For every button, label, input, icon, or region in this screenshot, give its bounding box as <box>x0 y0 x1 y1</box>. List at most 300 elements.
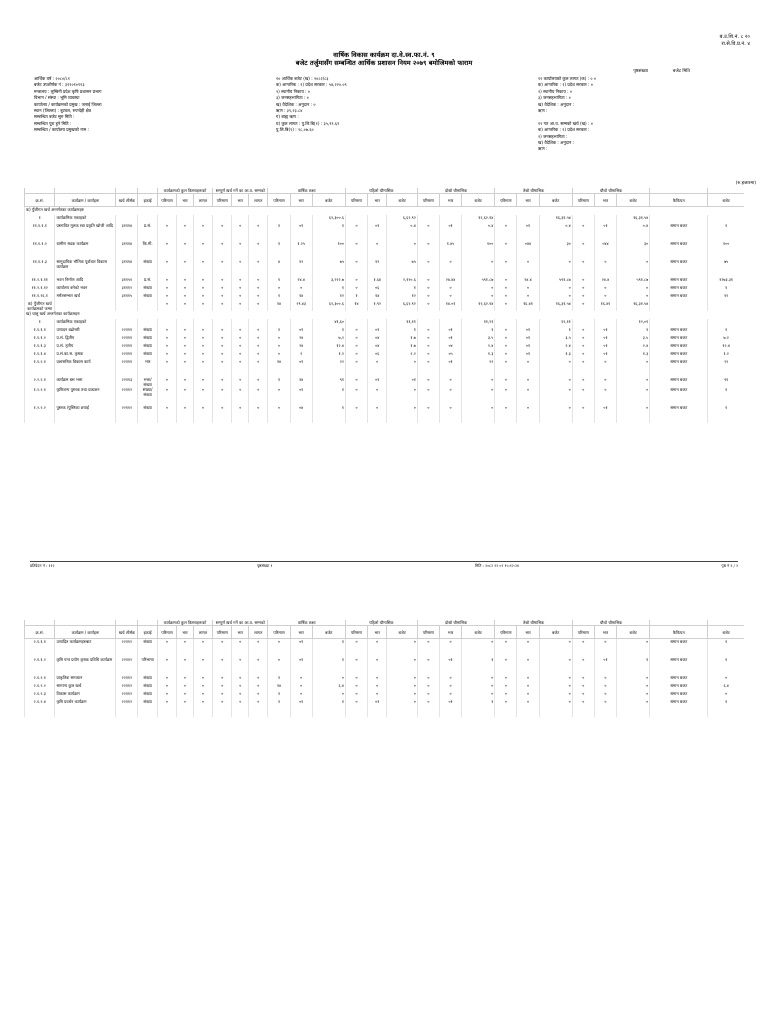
table-cell: ३.५ <box>617 335 650 343</box>
table-cell: १ <box>387 285 417 293</box>
table-cell: ० <box>572 387 594 405</box>
table-row <box>25 285 745 293</box>
table-cell: ० <box>417 277 439 285</box>
table-cell: ० <box>495 343 517 351</box>
table-cell: ० <box>312 675 345 683</box>
table-cell: ० <box>213 259 232 277</box>
table-cell: ० <box>193 277 212 285</box>
table-cell: समान बजट <box>650 285 708 293</box>
table-cell <box>116 301 138 311</box>
table-cell: ० <box>439 377 461 387</box>
table-cell: कार्यालय बनेको भवन <box>55 285 116 293</box>
table-cell: २.२.२.१ <box>25 377 55 387</box>
table-cell: १ <box>708 699 744 717</box>
table-cell <box>572 215 594 223</box>
header-left-line: स्थान (जिल्ला) : बुटवल, रुपन्देही क्षेत्र <box>34 108 91 114</box>
table-cell: समान बजट <box>650 351 708 359</box>
table-cell: ३० <box>539 241 572 259</box>
table-cell: सामान्य कुल खर्च <box>55 683 116 691</box>
table-cell: समान बजट <box>650 327 708 335</box>
table-cell: ० <box>157 377 176 387</box>
column-header: परिमाण <box>157 194 176 207</box>
table-cell: ० <box>439 387 461 405</box>
column-group-header: चौथो चौमासिक <box>572 620 649 626</box>
table-cell: संख्या <box>138 327 157 335</box>
table-cell <box>193 215 212 223</box>
table-cell: ० <box>232 377 249 387</box>
table-cell: २२१११ <box>116 335 138 343</box>
table-cell: समान बजट <box>650 277 708 285</box>
table-cell: ११.१.१.१ <box>25 223 55 241</box>
column-header: बजेट <box>462 194 495 207</box>
table-cell: ० <box>232 241 249 259</box>
header-left-line: कार्यालय / कार्यक्रमको प्रमुख : जनाई जिल्ला <box>34 101 102 107</box>
table-cell: ० <box>495 683 517 691</box>
table-cell: २.२ <box>387 351 417 359</box>
table-cell: ११,११ <box>387 319 417 327</box>
header-left-line: विभाग / संस्था : भूमि व्यवस्था <box>34 95 80 101</box>
header-left-line: सम्बन्धित / कार्यालय प्रमुखको नाम : <box>34 127 89 133</box>
table-cell: ० <box>345 387 367 405</box>
table-cell: ० <box>495 699 517 717</box>
table-cell <box>439 215 461 223</box>
column-header: भार <box>232 194 249 207</box>
table-cell: ० <box>157 259 176 277</box>
table-cell <box>517 319 539 327</box>
table-cell: १२७३.३१ <box>708 277 744 285</box>
table-cell: १ <box>268 699 290 717</box>
table-cell: ० <box>517 639 539 658</box>
section-row <box>25 207 745 216</box>
table-cell: ० <box>539 259 572 277</box>
column-header: बजेट <box>708 194 744 207</box>
column-header: भार <box>439 194 461 207</box>
table-cell: १०० <box>708 241 744 259</box>
column-header: बजेट <box>312 194 345 207</box>
table-cell: ० <box>708 691 744 699</box>
table-cell: १६,३१.५४ <box>539 301 572 311</box>
table-cell: ० <box>617 293 650 301</box>
table-cell: १.९२ <box>368 301 387 311</box>
header-right-line: ३) जनसहभागिता : ० <box>538 95 571 101</box>
table-cell: ० <box>345 691 367 699</box>
header-right-line: ऋण : <box>538 108 548 114</box>
table-cell: ० <box>517 359 539 377</box>
table-cell: १ <box>708 657 744 675</box>
table-cell: ० <box>387 699 417 717</box>
table-cell: समान बजट <box>650 675 708 683</box>
table-cell: १६,३१.५४ <box>539 215 572 223</box>
table-cell: १.३ <box>539 351 572 359</box>
table-cell: ०१ <box>368 327 387 335</box>
table-cell <box>650 319 708 327</box>
table-cell: ० <box>517 377 539 387</box>
table-cell: ० <box>193 293 212 301</box>
table-cell: ० <box>417 241 439 259</box>
header-right-line: २) स्थानीय निकाय : ० <box>538 88 573 94</box>
table-cell: ० <box>594 387 616 405</box>
table-cell: १ <box>312 639 345 658</box>
table-cell: ० <box>594 359 616 377</box>
table-cell: ० <box>213 335 232 343</box>
table-cell: ० <box>345 639 367 658</box>
table-cell: ०४४ <box>594 241 616 259</box>
table-cell: ०६ <box>368 285 387 293</box>
table-cell: १.६४ <box>368 277 387 285</box>
column-header: परिमाण <box>157 626 176 639</box>
table-row <box>25 683 745 691</box>
table-cell: १ <box>312 657 345 675</box>
table-cell: ० <box>193 335 212 343</box>
table-cell: ९१ <box>312 377 345 387</box>
table-cell: ० <box>417 335 439 343</box>
table-cell: ०४ <box>290 405 312 423</box>
table-cell: ० <box>617 387 650 405</box>
column-header: लागत <box>249 194 268 207</box>
table-cell: ० <box>417 387 439 405</box>
table-cell: २.४ <box>462 343 495 351</box>
column-header: भार <box>232 626 249 639</box>
table-cell: १ <box>708 285 744 293</box>
column-header: बजेट <box>617 194 650 207</box>
header-mid-line: ग) बाह्य ऋण : <box>276 114 299 120</box>
table-cell: ० <box>495 277 517 285</box>
table-cell: समान बजट <box>650 293 708 301</box>
table-cell: ० <box>708 675 744 683</box>
header-mid-line: ऋण : ३९,२३.८४ <box>276 108 303 114</box>
table-cell: ० <box>249 639 268 658</box>
table-cell: ० <box>368 675 387 683</box>
table-cell: ० <box>249 285 268 293</box>
table-cell: ० <box>177 639 194 658</box>
table-cell: ०५ <box>439 351 461 359</box>
table-cell: ० <box>495 657 517 675</box>
table-cell: ०१ <box>368 223 387 241</box>
table-cell: उत्पादन बढोत्तरी <box>55 327 116 335</box>
table-cell: ० <box>249 259 268 277</box>
table-cell: ० <box>439 639 461 658</box>
table-cell: १ <box>387 327 417 335</box>
table-cell: ० <box>572 343 594 351</box>
table-cell: १२.४ <box>708 343 744 351</box>
table-cell: ० <box>232 359 249 377</box>
table-cell: समान बजट <box>650 691 708 699</box>
table-cell: संख्या <box>138 639 157 658</box>
column-header: परिमाण <box>213 194 232 207</box>
table-cell: ० <box>594 683 616 691</box>
table-cell: संख्या <box>138 351 157 359</box>
table-row <box>25 335 745 343</box>
table-cell: ० <box>495 223 517 241</box>
column-header: भार <box>177 626 194 639</box>
table-cell: ० <box>268 285 290 293</box>
table-cell: संख्या <box>138 293 157 301</box>
table-cell: ० <box>157 351 176 359</box>
column-group-header: तेस्रो चौमासिक <box>495 188 572 194</box>
report-page-2 <box>0 600 768 1024</box>
table-cell: ०१ <box>290 699 312 717</box>
table-cell: ० <box>495 377 517 387</box>
table-cell: ० <box>517 657 539 675</box>
table-cell: ० <box>517 387 539 405</box>
table-cell: ० <box>249 301 268 311</box>
table-cell: ० <box>177 699 194 717</box>
column-group-header: दोस्रो चौमासिक <box>417 620 494 626</box>
table-cell: ० <box>213 359 232 377</box>
table-cell: ० <box>177 387 194 405</box>
table-cell: ० <box>572 405 594 423</box>
table-cell <box>138 319 157 327</box>
table-cell: ० <box>157 387 176 405</box>
table-cell: ० <box>617 285 650 293</box>
table-cell: २२११२ <box>116 675 138 683</box>
table-cell: ० <box>387 683 417 691</box>
table-cell: ० <box>232 699 249 717</box>
table-cell <box>249 215 268 223</box>
table-cell: ० <box>177 359 194 377</box>
table-cell: ० <box>539 285 572 293</box>
table-cell: ० <box>312 691 345 699</box>
table-cell: प्र.सं. द्वितीय <box>55 335 116 343</box>
column-header: भार <box>517 194 539 207</box>
table-cell: ० <box>232 343 249 351</box>
table-cell: १४ <box>290 293 312 301</box>
program-table-page-1 <box>24 188 744 423</box>
table-cell: १.१.१.३ <box>25 343 55 351</box>
table-cell: २.१.२.२ <box>25 683 55 691</box>
table-cell: ५९१.८७ <box>462 277 495 285</box>
table-cell: १.३ <box>462 351 495 359</box>
table-cell: ० <box>417 293 439 301</box>
table-cell: ०१ <box>290 327 312 335</box>
table-cell: १ <box>708 327 744 335</box>
table-cell: समान बजट <box>650 335 708 343</box>
table-cell: ० <box>572 639 594 658</box>
table-cell: ० <box>417 301 439 311</box>
table-cell: ० <box>539 387 572 405</box>
table-cell: २४.४ <box>594 277 616 285</box>
column-group-header: तेस्रो चौमासिक <box>495 620 572 626</box>
table-cell: समान बजट <box>650 343 708 351</box>
table-cell: २४.४ <box>290 277 312 285</box>
table-cell: ० <box>177 675 194 683</box>
table-cell: ० <box>232 691 249 699</box>
table-cell: १ <box>268 223 290 241</box>
table-cell: १.७ <box>387 335 417 343</box>
table-cell: १ <box>312 387 345 405</box>
table-cell: ० <box>462 259 495 277</box>
table-cell: ० <box>232 277 249 285</box>
table-cell: १ <box>708 405 744 423</box>
report-subtitle: बजेट तर्जुमासँग सम्बन्धित आर्थिक प्रशासन नियम २०७९ बमोजिमको फाराम <box>295 59 473 67</box>
table-cell: ० <box>177 377 194 387</box>
table-cell: ० <box>345 241 367 259</box>
table-cell: ० <box>539 683 572 691</box>
column-header: परिमाण <box>268 194 290 207</box>
table-cell: ०१ <box>290 387 312 405</box>
table-cell: ० <box>572 327 594 335</box>
table-cell: ३.५ <box>462 335 495 343</box>
table-cell: ० <box>517 293 539 301</box>
table-cell: १ <box>268 377 290 387</box>
table-cell: ० <box>249 359 268 377</box>
table-cell: ० <box>213 387 232 405</box>
table-cell: ०१ <box>290 359 312 377</box>
page-caption-left: पृष्ठसंख्या <box>633 69 648 74</box>
table-cell: २२११२ <box>116 699 138 717</box>
table-cell: ० <box>517 699 539 717</box>
header-right-line: ११ कार्यालयको कुल लागत (क) : ० ० <box>538 76 597 81</box>
table-cell: ० <box>213 699 232 717</box>
table-cell: ० <box>517 691 539 699</box>
table-cell: ० <box>345 683 367 691</box>
table-cell: ० <box>157 327 176 335</box>
table-cell: ० <box>439 405 461 423</box>
table-row <box>25 343 745 351</box>
table-cell: १२,६२.१४ <box>462 215 495 223</box>
table-cell <box>138 215 157 223</box>
table-cell: ० <box>572 691 594 699</box>
table-cell: ० <box>232 293 249 301</box>
table-cell: ० <box>177 301 194 311</box>
table-cell: ० <box>417 639 439 658</box>
table-cell: ३११५१ <box>116 277 138 285</box>
header-left-line: मन्त्रालय : लुम्बिनी प्रदेश कृषि प्रशासन प्रभाग <box>34 88 102 94</box>
table-cell: ० <box>517 259 539 277</box>
table-row <box>25 223 745 241</box>
table-cell: प्र.सं. <box>138 223 157 241</box>
table-cell: ० <box>232 285 249 293</box>
table-cell: ० <box>177 223 194 241</box>
footer-page-no: पृष्ठ नं १ / २ <box>721 563 738 568</box>
table-cell: कि.मी. <box>138 241 157 259</box>
table-cell: ० <box>193 285 212 293</box>
table-cell: २.१.१.१ <box>25 639 55 658</box>
table-cell: ० <box>249 277 268 285</box>
table-cell: २ <box>290 351 312 359</box>
table-cell: समान बजट <box>650 359 708 377</box>
column-header: खर्च शीर्षक <box>116 194 138 207</box>
table-cell: ० <box>417 405 439 423</box>
table-cell: ०१ <box>368 699 387 717</box>
table-cell: परिभाषा <box>138 657 157 675</box>
table-cell <box>232 215 249 223</box>
page-gap <box>0 572 768 600</box>
table-cell: ० <box>617 377 650 387</box>
table-cell: ५९१.८७ <box>539 277 572 285</box>
table-cell: ० <box>290 683 312 691</box>
table-cell: ७५ <box>708 259 744 277</box>
table-cell: ० <box>193 359 212 377</box>
table-cell: ०१ <box>517 335 539 343</box>
header-left-line: सम्बन्धित बजेट सुरु मिति : <box>34 114 75 120</box>
column-header: लागत <box>193 194 212 207</box>
table-cell: ० <box>345 377 367 387</box>
table-cell: ३१११४ <box>116 241 138 259</box>
table-cell: १४ <box>345 301 367 311</box>
table-cell: समान बजट <box>650 377 708 387</box>
table-cell: ० <box>249 351 268 359</box>
column-header: भार <box>594 626 616 639</box>
table-cell: १४ <box>368 293 387 301</box>
table-cell: ० <box>368 657 387 675</box>
header-middle-block <box>276 76 347 134</box>
table-cell: २२ <box>462 359 495 377</box>
table-cell: १.१.२.१ <box>25 359 55 377</box>
table-cell: ७५ <box>387 259 417 277</box>
form-reference <box>720 34 750 48</box>
table-cell: ० <box>368 405 387 423</box>
table-cell: ०.४ <box>617 223 650 241</box>
table-cell: १४ <box>268 301 290 311</box>
table-cell: ० <box>213 223 232 241</box>
table-cell: ७५ <box>312 259 345 277</box>
table-cell: ० <box>157 699 176 717</box>
table-cell: ० <box>249 675 268 683</box>
table-cell: ३० <box>617 241 650 259</box>
table-cell: ० <box>157 241 176 259</box>
table-cell <box>495 319 517 327</box>
table-cell <box>708 301 744 311</box>
table-cell: १२,६२.१४ <box>462 301 495 311</box>
table-cell: ०.४ <box>539 223 572 241</box>
table-cell: ० <box>417 223 439 241</box>
table-cell: ९१ <box>708 377 744 387</box>
table-cell: ० <box>572 293 594 301</box>
table-cell: १ <box>708 223 744 241</box>
table-cell: ० <box>368 691 387 699</box>
table-cell: ० <box>345 675 367 683</box>
table-cell: ० <box>439 683 461 691</box>
table-cell: ० <box>387 675 417 683</box>
column-header: भार <box>517 626 539 639</box>
table-cell <box>177 215 194 223</box>
table-cell: ० <box>177 335 194 343</box>
table-cell <box>55 301 116 311</box>
table-cell: १ <box>708 387 744 405</box>
table-row <box>25 351 745 359</box>
table-cell: ० <box>387 657 417 675</box>
table-cell: ० <box>213 327 232 335</box>
table-cell: ०१ <box>387 377 417 387</box>
table-cell: ग्रामीण सडक कार्यक्रम <box>55 241 116 259</box>
table-cell: संख्या <box>138 699 157 717</box>
table-cell: ० <box>345 405 367 423</box>
table-cell <box>193 319 212 327</box>
table-cell: भत्ता/ संख्या <box>138 377 157 387</box>
table-cell: ०१ <box>594 405 616 423</box>
column-header: परिमाण <box>417 194 439 207</box>
table-cell: ०४४ <box>517 241 539 259</box>
table-cell: ० <box>193 387 212 405</box>
page-caption-right: बजेट मिति <box>672 69 690 74</box>
table-cell <box>650 215 708 223</box>
column-group-header: पहिलो चौमासिक <box>345 620 417 626</box>
table-cell: ० <box>572 675 594 683</box>
column-group-header: कार्यक्रमको कुल किस्ताहरूको <box>157 620 212 626</box>
table-cell: ० <box>439 675 461 683</box>
table-cell: संख्या <box>138 691 157 699</box>
table-cell: १ <box>312 699 345 717</box>
table-cell: प्राकृतिक समाधान <box>55 675 116 683</box>
table-cell: ० <box>617 359 650 377</box>
table-cell <box>116 319 138 327</box>
table-cell: कृषिजन्य पुस्तक तथा प्रकाशन <box>55 387 116 405</box>
table-cell: ० <box>495 335 517 343</box>
table-cell: ० <box>417 377 439 387</box>
table-cell: ० <box>517 285 539 293</box>
table-cell: ३१११२ <box>116 285 138 293</box>
